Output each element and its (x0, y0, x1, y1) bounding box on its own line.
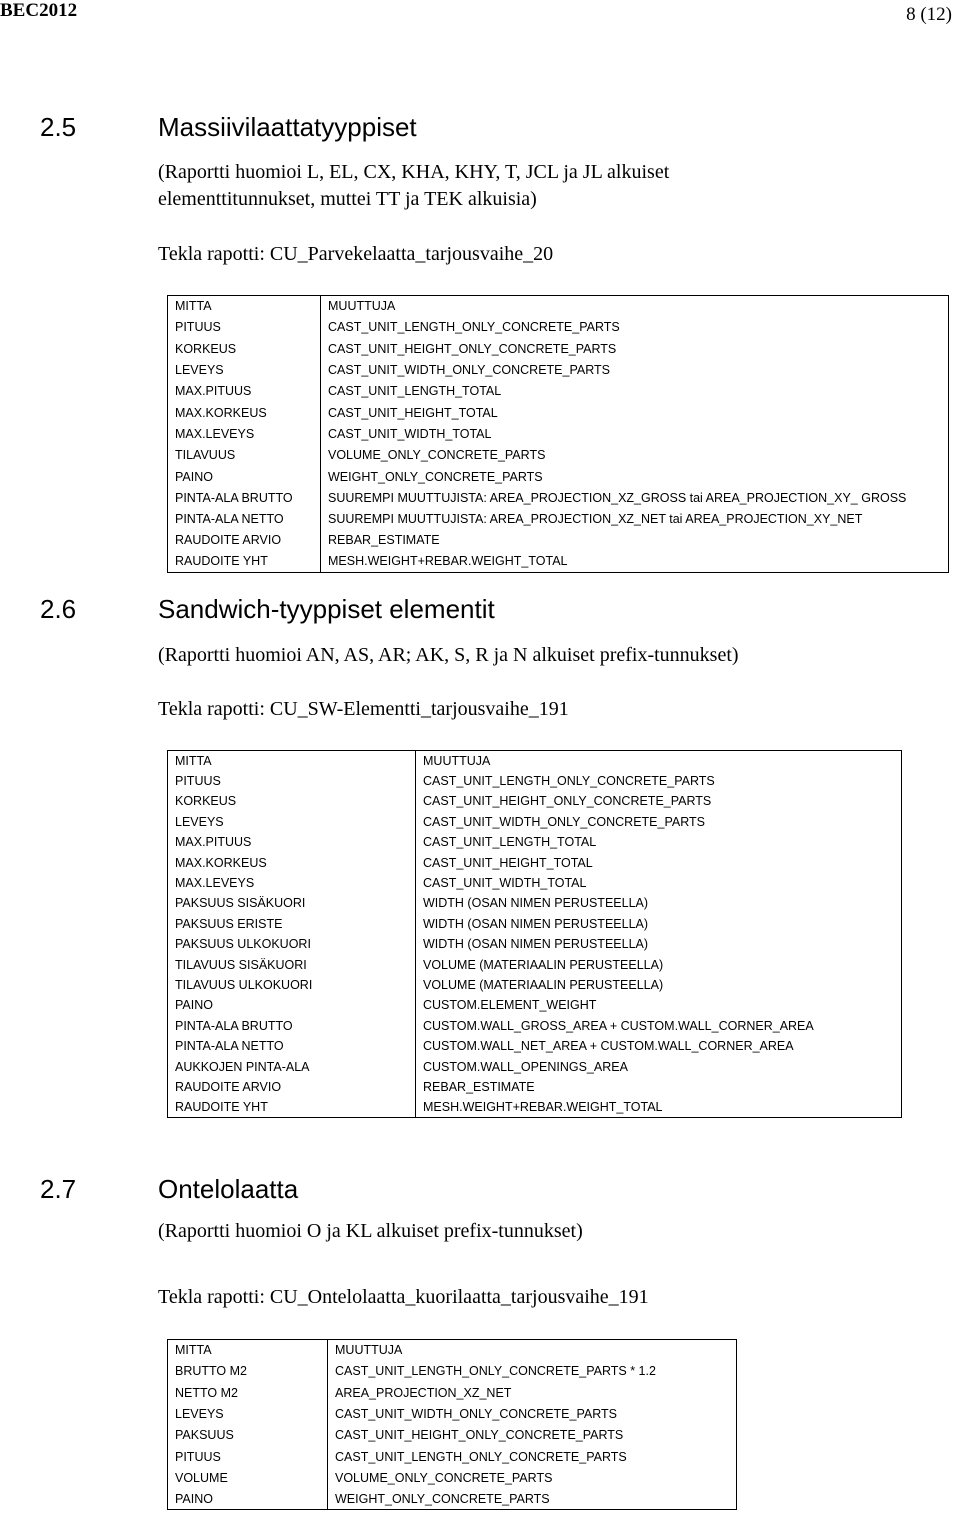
table-row (168, 1077, 902, 1097)
mitta-cell: RAUDOITE ARVIO (168, 1077, 416, 1097)
table-row (168, 423, 949, 444)
muuttuja-cell: CAST_UNIT_WIDTH_TOTAL (423, 876, 587, 891)
mitta-cell: PAKSUUS ULKOKUORI (168, 934, 416, 954)
mitta-cell: MAX.PITUUS (168, 381, 321, 402)
table-row (168, 934, 902, 954)
document-id: BEC2012 (0, 0, 78, 21)
muuttuja-cell: MESH.WEIGHT+REBAR.WEIGHT_TOTAL (423, 1100, 663, 1115)
table-row (168, 771, 902, 791)
mitta-cell: MAX.LEVEYS (168, 873, 416, 893)
table-header-row (168, 1340, 737, 1361)
section-2-7-note: (Raportti huomioi O ja KL alkuiset prefix-tunnukset) (158, 1220, 583, 1242)
table-row (168, 530, 949, 551)
mitta-cell: BRUTTO M2 (168, 1361, 328, 1382)
muuttuja-cell: CAST_UNIT_LENGTH_TOTAL (423, 835, 597, 850)
mitta-cell: PAKSUUS ERISTE (168, 914, 416, 934)
section-number: 2.5 (40, 112, 77, 142)
muuttuja-cell: WIDTH (OSAN NIMEN PERUSTEELLA) (423, 916, 649, 931)
section-number: 2.7 (40, 1174, 77, 1204)
mitta-cell: PITUUS (168, 771, 416, 791)
muuttuja-cell: CAST_UNIT_HEIGHT_ONLY_CONCRETE_PARTS (328, 341, 617, 356)
mitta-cell: PITUUS (168, 317, 321, 338)
table-row (168, 1403, 737, 1424)
muuttuja-cell: CAST_UNIT_LENGTH_TOTAL (328, 384, 502, 399)
muuttuja-cell: CAST_UNIT_HEIGHT_ONLY_CONCRETE_PARTS (335, 1428, 624, 1443)
table-row (168, 1425, 737, 1446)
mitta-cell: LEVEYS (168, 812, 416, 832)
muuttuja-cell: CUSTOM.ELEMENT_WEIGHT (423, 998, 597, 1013)
mitta-cell: RAUDOITE ARVIO (168, 530, 321, 551)
muuttuja-cell: WEIGHT_ONLY_CONCRETE_PARTS (335, 1491, 550, 1506)
table-row (168, 1382, 737, 1403)
mitta-cell: NETTO M2 (168, 1382, 328, 1403)
mitta-cell: PITUUS (168, 1446, 328, 1467)
table-row (168, 359, 949, 380)
table-row (168, 551, 949, 572)
mitta-cell: MAX.LEVEYS (168, 423, 321, 444)
mitta-cell: MAX.KORKEUS (168, 402, 321, 423)
table-row (168, 466, 949, 487)
table-row (168, 338, 949, 359)
section-2-6-note: (Raportti huomioi AN, AS, AR; AK, S, R ja N alkuiset prefix-tunnukset) (158, 644, 739, 666)
mitta-cell: PINTA-ALA NETTO (168, 1036, 416, 1056)
muuttuja-cell: VOLUME (MATERIAALIN PERUSTEELLA) (423, 957, 664, 972)
muuttuja-cell: CAST_UNIT_WIDTH_ONLY_CONCRETE_PARTS (423, 814, 705, 829)
muuttuja-cell: SUUREMPI MUUTTUJISTA: AREA_PROJECTION_XZ_NET tai AREA_PROJECTION_XY_NET (328, 512, 863, 527)
section-title: Ontelolaatta (158, 1174, 299, 1204)
table-row (168, 381, 949, 402)
table-row (168, 852, 902, 872)
muuttuja-cell: CUSTOM.WALL_GROSS_AREA + CUSTOM.WALL_CORNER_AREA (423, 1018, 814, 1033)
section-title: Sandwich-tyyppiset elementit (158, 594, 495, 624)
table-row (168, 1036, 902, 1056)
muuttuja-cell: CAST_UNIT_WIDTH_ONLY_CONCRETE_PARTS (335, 1407, 617, 1422)
muuttuja-cell: CUSTOM.WALL_NET_AREA + CUSTOM.WALL_CORNER_AREA (423, 1039, 794, 1054)
muuttuja-cell: VOLUME (MATERIAALIN PERUSTEELLA) (423, 977, 664, 992)
mitta-cell: KORKEUS (168, 791, 416, 811)
section-2-5-report-name: Tekla rapotti: CU_Parvekelaatta_tarjousvaihe_20 (158, 243, 554, 265)
table-row (168, 832, 902, 852)
muuttuja-cell: CAST_UNIT_WIDTH_TOTAL (328, 426, 492, 441)
table-header-row (168, 751, 902, 771)
muuttuja-cell: VOLUME_ONLY_CONCRETE_PARTS (328, 448, 546, 463)
mitta-cell: LEVEYS (168, 1403, 328, 1424)
table-row (168, 791, 902, 811)
mitta-cell: PAINO (168, 466, 321, 487)
mitta-cell: TILAVUUS SISÄKUORI (168, 954, 416, 974)
section-2-7-table (167, 1339, 737, 1510)
section-number: 2.6 (40, 594, 77, 624)
muuttuja-cell: MESH.WEIGHT+REBAR.WEIGHT_TOTAL (328, 554, 568, 569)
section-title: Massiivilaattatyyppiset (158, 112, 417, 142)
table-row (168, 975, 902, 995)
table-row (168, 812, 902, 832)
muuttuja-cell: WIDTH (OSAN NIMEN PERUSTEELLA) (423, 896, 649, 911)
section-2-5-table (167, 295, 949, 573)
mitta-cell: MITTA (168, 296, 321, 317)
table-row (168, 1097, 902, 1117)
mitta-cell: VOLUME (168, 1467, 328, 1488)
muuttuja-cell: REBAR_ESTIMATE (328, 533, 440, 548)
muuttuja-cell: SUUREMPI MUUTTUJISTA: AREA_PROJECTION_XZ_GROSS tai AREA_PROJECTION_XY_ GROSS (328, 490, 907, 505)
mitta-cell: TILAVUUS ULKOKUORI (168, 975, 416, 995)
muuttuja-cell: WEIGHT_ONLY_CONCRETE_PARTS (328, 469, 543, 484)
mitta-cell: MAX.PITUUS (168, 832, 416, 852)
mitta-cell: RAUDOITE YHT (168, 1097, 416, 1117)
mitta-cell: MITTA (168, 751, 416, 771)
table-row (168, 1056, 902, 1076)
table-row (168, 893, 902, 913)
section-2-6-table (167, 750, 902, 1118)
muuttuja-cell: REBAR_ESTIMATE (423, 1079, 535, 1094)
mitta-cell: AUKKOJEN PINTA-ALA (168, 1056, 416, 1076)
page-number: 8 (12) (906, 4, 952, 25)
muuttuja-cell: MUUTTUJA (335, 1343, 403, 1358)
muuttuja-cell: CAST_UNIT_LENGTH_ONLY_CONCRETE_PARTS * 1.2 (335, 1364, 656, 1379)
muuttuja-cell: VOLUME_ONLY_CONCRETE_PARTS (335, 1470, 553, 1485)
muuttuja-cell: CAST_UNIT_LENGTH_ONLY_CONCRETE_PARTS (423, 774, 715, 789)
section-2-7-report-name: Tekla rapotti: CU_Ontelolaatta_kuorilaatta_tarjousvaihe_191 (158, 1286, 649, 1308)
muuttuja-cell: MUUTTUJA (423, 753, 491, 768)
muuttuja-cell: CUSTOM.WALL_OPENINGS_AREA (423, 1059, 628, 1074)
table-row (168, 445, 949, 466)
section-2-5-note-line1: (Raportti huomioi L, EL, CX, KHA, KHY, T, JCL ja JL alkuiset (158, 161, 670, 183)
mitta-cell: RAUDOITE YHT (168, 551, 321, 572)
table-row (168, 508, 949, 529)
mitta-cell: TILAVUUS (168, 445, 321, 466)
table-row (168, 1446, 737, 1467)
mitta-cell: KORKEUS (168, 338, 321, 359)
mitta-cell: MAX.KORKEUS (168, 852, 416, 872)
muuttuja-cell: AREA_PROJECTION_XZ_NET (335, 1385, 512, 1400)
table-header-row (168, 296, 949, 317)
mitta-cell: LEVEYS (168, 359, 321, 380)
mitta-cell: MITTA (168, 1340, 328, 1361)
section-2-6-heading (40, 594, 495, 625)
mitta-cell: PINTA-ALA NETTO (168, 508, 321, 529)
section-2-6-report-name: Tekla rapotti: CU_SW-Elementti_tarjousvaihe_191 (158, 698, 569, 720)
mitta-cell: PAINO (168, 1489, 328, 1510)
section-2-5-note-line2: elementtitunnukset, muttei TT ja TEK alkuisia) (158, 188, 537, 210)
mitta-cell: PAKSUUS SISÄKUORI (168, 893, 416, 913)
table-row (168, 914, 902, 934)
section-2-7-heading (40, 1174, 298, 1205)
mitta-cell: PAINO (168, 995, 416, 1015)
muuttuja-cell: CAST_UNIT_HEIGHT_TOTAL (423, 855, 593, 870)
mitta-cell: PAKSUUS (168, 1425, 328, 1446)
muuttuja-cell: CAST_UNIT_HEIGHT_TOTAL (328, 405, 498, 420)
mitta-cell: PINTA-ALA BRUTTO (168, 487, 321, 508)
table-row (168, 1489, 737, 1510)
muuttuja-cell: MUUTTUJA (328, 299, 396, 314)
table-row (168, 487, 949, 508)
section-2-5-heading (40, 112, 417, 143)
mitta-cell: PINTA-ALA BRUTTO (168, 1016, 416, 1036)
muuttuja-cell: CAST_UNIT_LENGTH_ONLY_CONCRETE_PARTS (335, 1449, 627, 1464)
muuttuja-cell: WIDTH (OSAN NIMEN PERUSTEELLA) (423, 937, 649, 952)
muuttuja-cell: CAST_UNIT_LENGTH_ONLY_CONCRETE_PARTS (328, 320, 620, 335)
table-row (168, 873, 902, 893)
table-row (168, 995, 902, 1015)
table-row (168, 954, 902, 974)
muuttuja-cell: CAST_UNIT_HEIGHT_ONLY_CONCRETE_PARTS (423, 794, 712, 809)
muuttuja-cell: CAST_UNIT_WIDTH_ONLY_CONCRETE_PARTS (328, 363, 610, 378)
table-row (168, 317, 949, 338)
table-row (168, 1016, 902, 1036)
table-row (168, 1467, 737, 1488)
table-row (168, 402, 949, 423)
table-row (168, 1361, 737, 1382)
